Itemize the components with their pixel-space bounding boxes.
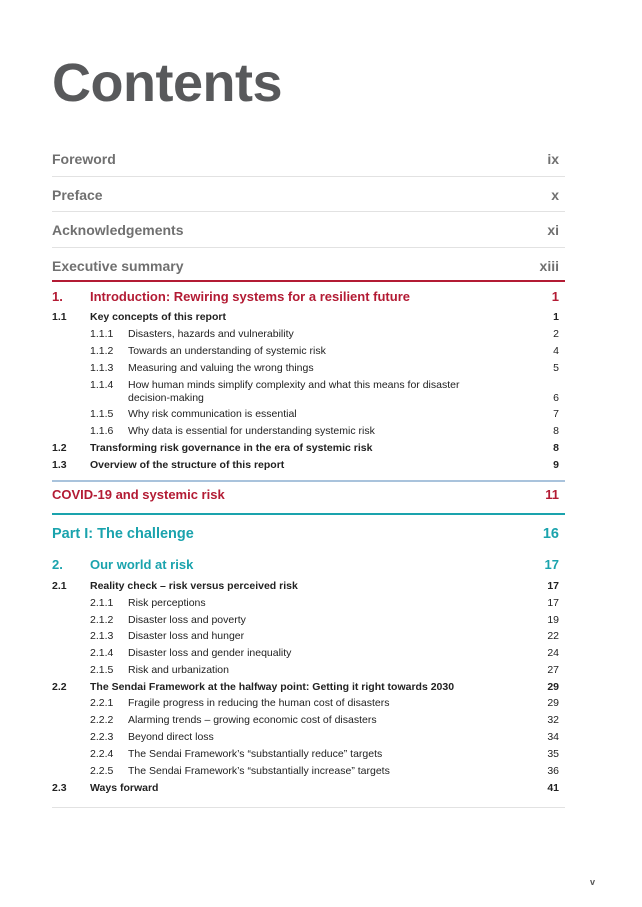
part-page: 16: [542, 526, 559, 542]
section-number: 1.3: [52, 459, 67, 471]
toc-section-1-2[interactable]: [52, 442, 559, 454]
toc-section-2-3[interactable]: [52, 782, 559, 794]
section-title: Overview of the structure of this report: [90, 459, 285, 471]
toc-section-1-1[interactable]: [52, 311, 559, 323]
chapter-page: 1: [551, 289, 559, 304]
subsection-title: The Sendai Framework’s “substantially increase” targets: [128, 765, 390, 777]
part-divider: [52, 513, 565, 515]
toc-subsection-1-1-2[interactable]: [90, 345, 559, 358]
subsection-page: 29: [547, 697, 559, 709]
subsection-number: 1.1.6: [90, 425, 114, 437]
subsection-page: 19: [547, 614, 559, 626]
toc-entry-covid[interactable]: [52, 487, 559, 502]
section-number: 2.1: [52, 580, 67, 592]
toc-part-1[interactable]: [52, 526, 559, 542]
toc-subsection-2-2-1[interactable]: [90, 697, 559, 710]
subsection-page: 7: [553, 408, 559, 420]
entry-label: Preface: [52, 186, 103, 203]
toc-section-1-3[interactable]: [52, 459, 559, 471]
toc-subsection-1-1-1[interactable]: [90, 328, 559, 341]
toc-subsection-2-1-4[interactable]: [90, 647, 559, 660]
subsection-number: 1.1.2: [90, 345, 114, 357]
subsection-page: 8: [553, 425, 559, 437]
toc-subsection-2-2-2[interactable]: [90, 714, 559, 727]
toc-chapter-1[interactable]: [52, 289, 559, 304]
entry-page: x: [551, 186, 559, 203]
subsection-page: 2: [553, 328, 559, 340]
section-page: 29: [547, 681, 559, 693]
entry-page: ix: [547, 150, 559, 167]
section-page: 41: [547, 782, 559, 794]
chapter-number: 1.: [52, 289, 63, 304]
chapter-title: Introduction: Rewiring systems for a resilient future: [90, 289, 410, 304]
section-title: Reality check – risk versus perceived risk: [90, 580, 298, 592]
chapter-page: 17: [544, 557, 559, 572]
section-title: Transforming risk governance in the era of systemic risk: [90, 442, 373, 454]
chapter-divider: [52, 280, 565, 282]
toc-chapter-2[interactable]: [52, 557, 559, 572]
subsection-page: 36: [547, 765, 559, 777]
subsection-page: 24: [547, 647, 559, 659]
subsection-title: How human minds simplify complexity and what this means for disaster decision-making: [128, 379, 460, 404]
subsection-page: 4: [553, 345, 559, 357]
divider: [52, 807, 565, 808]
section-number: 1.1: [52, 311, 67, 323]
section-divider: [52, 480, 565, 482]
toc-section-2-1[interactable]: [52, 580, 559, 592]
subsection-page: 6: [553, 392, 559, 404]
subsection-title: Why risk communication is essential: [128, 408, 297, 420]
chapter-number: 2.: [52, 557, 63, 572]
subsection-page: 35: [547, 748, 559, 760]
subsection-title: Risk perceptions: [128, 597, 206, 609]
toc-entry-executive-summary[interactable]: [52, 248, 559, 283]
subsection-number: 2.1.4: [90, 647, 114, 659]
entry-page: 11: [545, 487, 559, 502]
subsection-page: 5: [553, 362, 559, 374]
entry-page: xiii: [539, 257, 559, 274]
entry-page: xi: [547, 221, 559, 238]
section-number: 2.2: [52, 681, 67, 693]
section-number: 1.2: [52, 442, 67, 454]
section-page: 17: [547, 580, 559, 592]
toc-subsection-2-1-5[interactable]: [90, 664, 559, 677]
toc-subsection-1-1-5[interactable]: [90, 408, 559, 421]
subsection-title: Why data is essential for understanding systemic risk: [128, 425, 375, 437]
subsection-title: Beyond direct loss: [128, 731, 214, 743]
toc-entry-preface[interactable]: [52, 177, 559, 212]
subsection-number: 1.1.1: [90, 328, 114, 340]
subsection-page: 34: [547, 731, 559, 743]
subsection-page: 32: [547, 714, 559, 726]
toc-entry-acknowledgements[interactable]: [52, 212, 559, 247]
toc-subsection-2-1-1[interactable]: [90, 597, 559, 610]
subsection-page: 27: [547, 664, 559, 676]
entry-label: COVID-19 and systemic risk: [52, 487, 225, 502]
section-title: Ways forward: [90, 782, 159, 794]
subsection-number: 2.2.1: [90, 697, 114, 709]
toc-subsection-2-2-5[interactable]: [90, 765, 559, 778]
entry-label: Acknowledgements: [52, 221, 184, 238]
subsection-number: 1.1.4: [90, 379, 114, 391]
subsection-title: Disasters, hazards and vulnerability: [128, 328, 294, 340]
subsection-number: 2.2.4: [90, 748, 114, 760]
toc-subsection-1-1-3[interactable]: [90, 362, 559, 375]
section-page: 8: [553, 442, 559, 454]
toc-entry-foreword[interactable]: [52, 141, 559, 176]
subsection-title: Disaster loss and poverty: [128, 614, 246, 626]
section-title: Key concepts of this report: [90, 311, 226, 323]
toc-subsection-1-1-4[interactable]: [90, 379, 559, 405]
toc-subsection-2-1-2[interactable]: [90, 614, 559, 627]
subsection-title: Measuring and valuing the wrong things: [128, 362, 314, 374]
subsection-title: Alarming trends – growing economic cost of disasters: [128, 714, 377, 726]
subsection-title: Disaster loss and gender inequality: [128, 647, 292, 659]
section-page: 9: [553, 459, 559, 471]
subsection-number: 2.2.2: [90, 714, 114, 726]
toc-section-2-2[interactable]: [52, 681, 559, 693]
subsection-page: 22: [547, 630, 559, 642]
toc-subsection-2-2-4[interactable]: [90, 748, 559, 761]
subsection-title: Towards an understanding of systemic risk: [128, 345, 326, 357]
toc-subsection-2-1-3[interactable]: [90, 630, 559, 643]
page-number: v: [590, 877, 596, 887]
subsection-page: 17: [547, 597, 559, 609]
section-number: 2.3: [52, 782, 67, 794]
subsection-title: The Sendai Framework’s “substantially reduce” targets: [128, 748, 383, 760]
subsection-number: 2.1.2: [90, 614, 114, 626]
entry-label: Foreword: [52, 150, 116, 167]
entry-label: Executive summary: [52, 257, 184, 274]
subsection-number: 2.1.1: [90, 597, 114, 609]
toc-subsection-2-2-3[interactable]: [90, 731, 559, 744]
subsection-number: 2.1.5: [90, 664, 114, 676]
subsection-number: 2.1.3: [90, 630, 114, 642]
subsection-number: 2.2.5: [90, 765, 114, 777]
subsection-title: Disaster loss and hunger: [128, 630, 245, 642]
section-page: 1: [553, 311, 559, 323]
subsection-number: 2.2.3: [90, 731, 114, 743]
section-title: The Sendai Framework at the halfway point: Getting it right towards 2030: [90, 681, 455, 693]
subsection-title: Risk and urbanization: [128, 664, 229, 676]
part-title: Part I: The challenge: [52, 526, 194, 542]
toc-subsection-1-1-6[interactable]: [90, 425, 559, 438]
subsection-title: Fragile progress in reducing the human cost of disasters: [128, 697, 390, 709]
page-title: Contents: [52, 53, 282, 113]
subsection-number: 1.1.5: [90, 408, 114, 420]
chapter-title: Our world at risk: [90, 557, 194, 572]
subsection-number: 1.1.3: [90, 362, 114, 374]
